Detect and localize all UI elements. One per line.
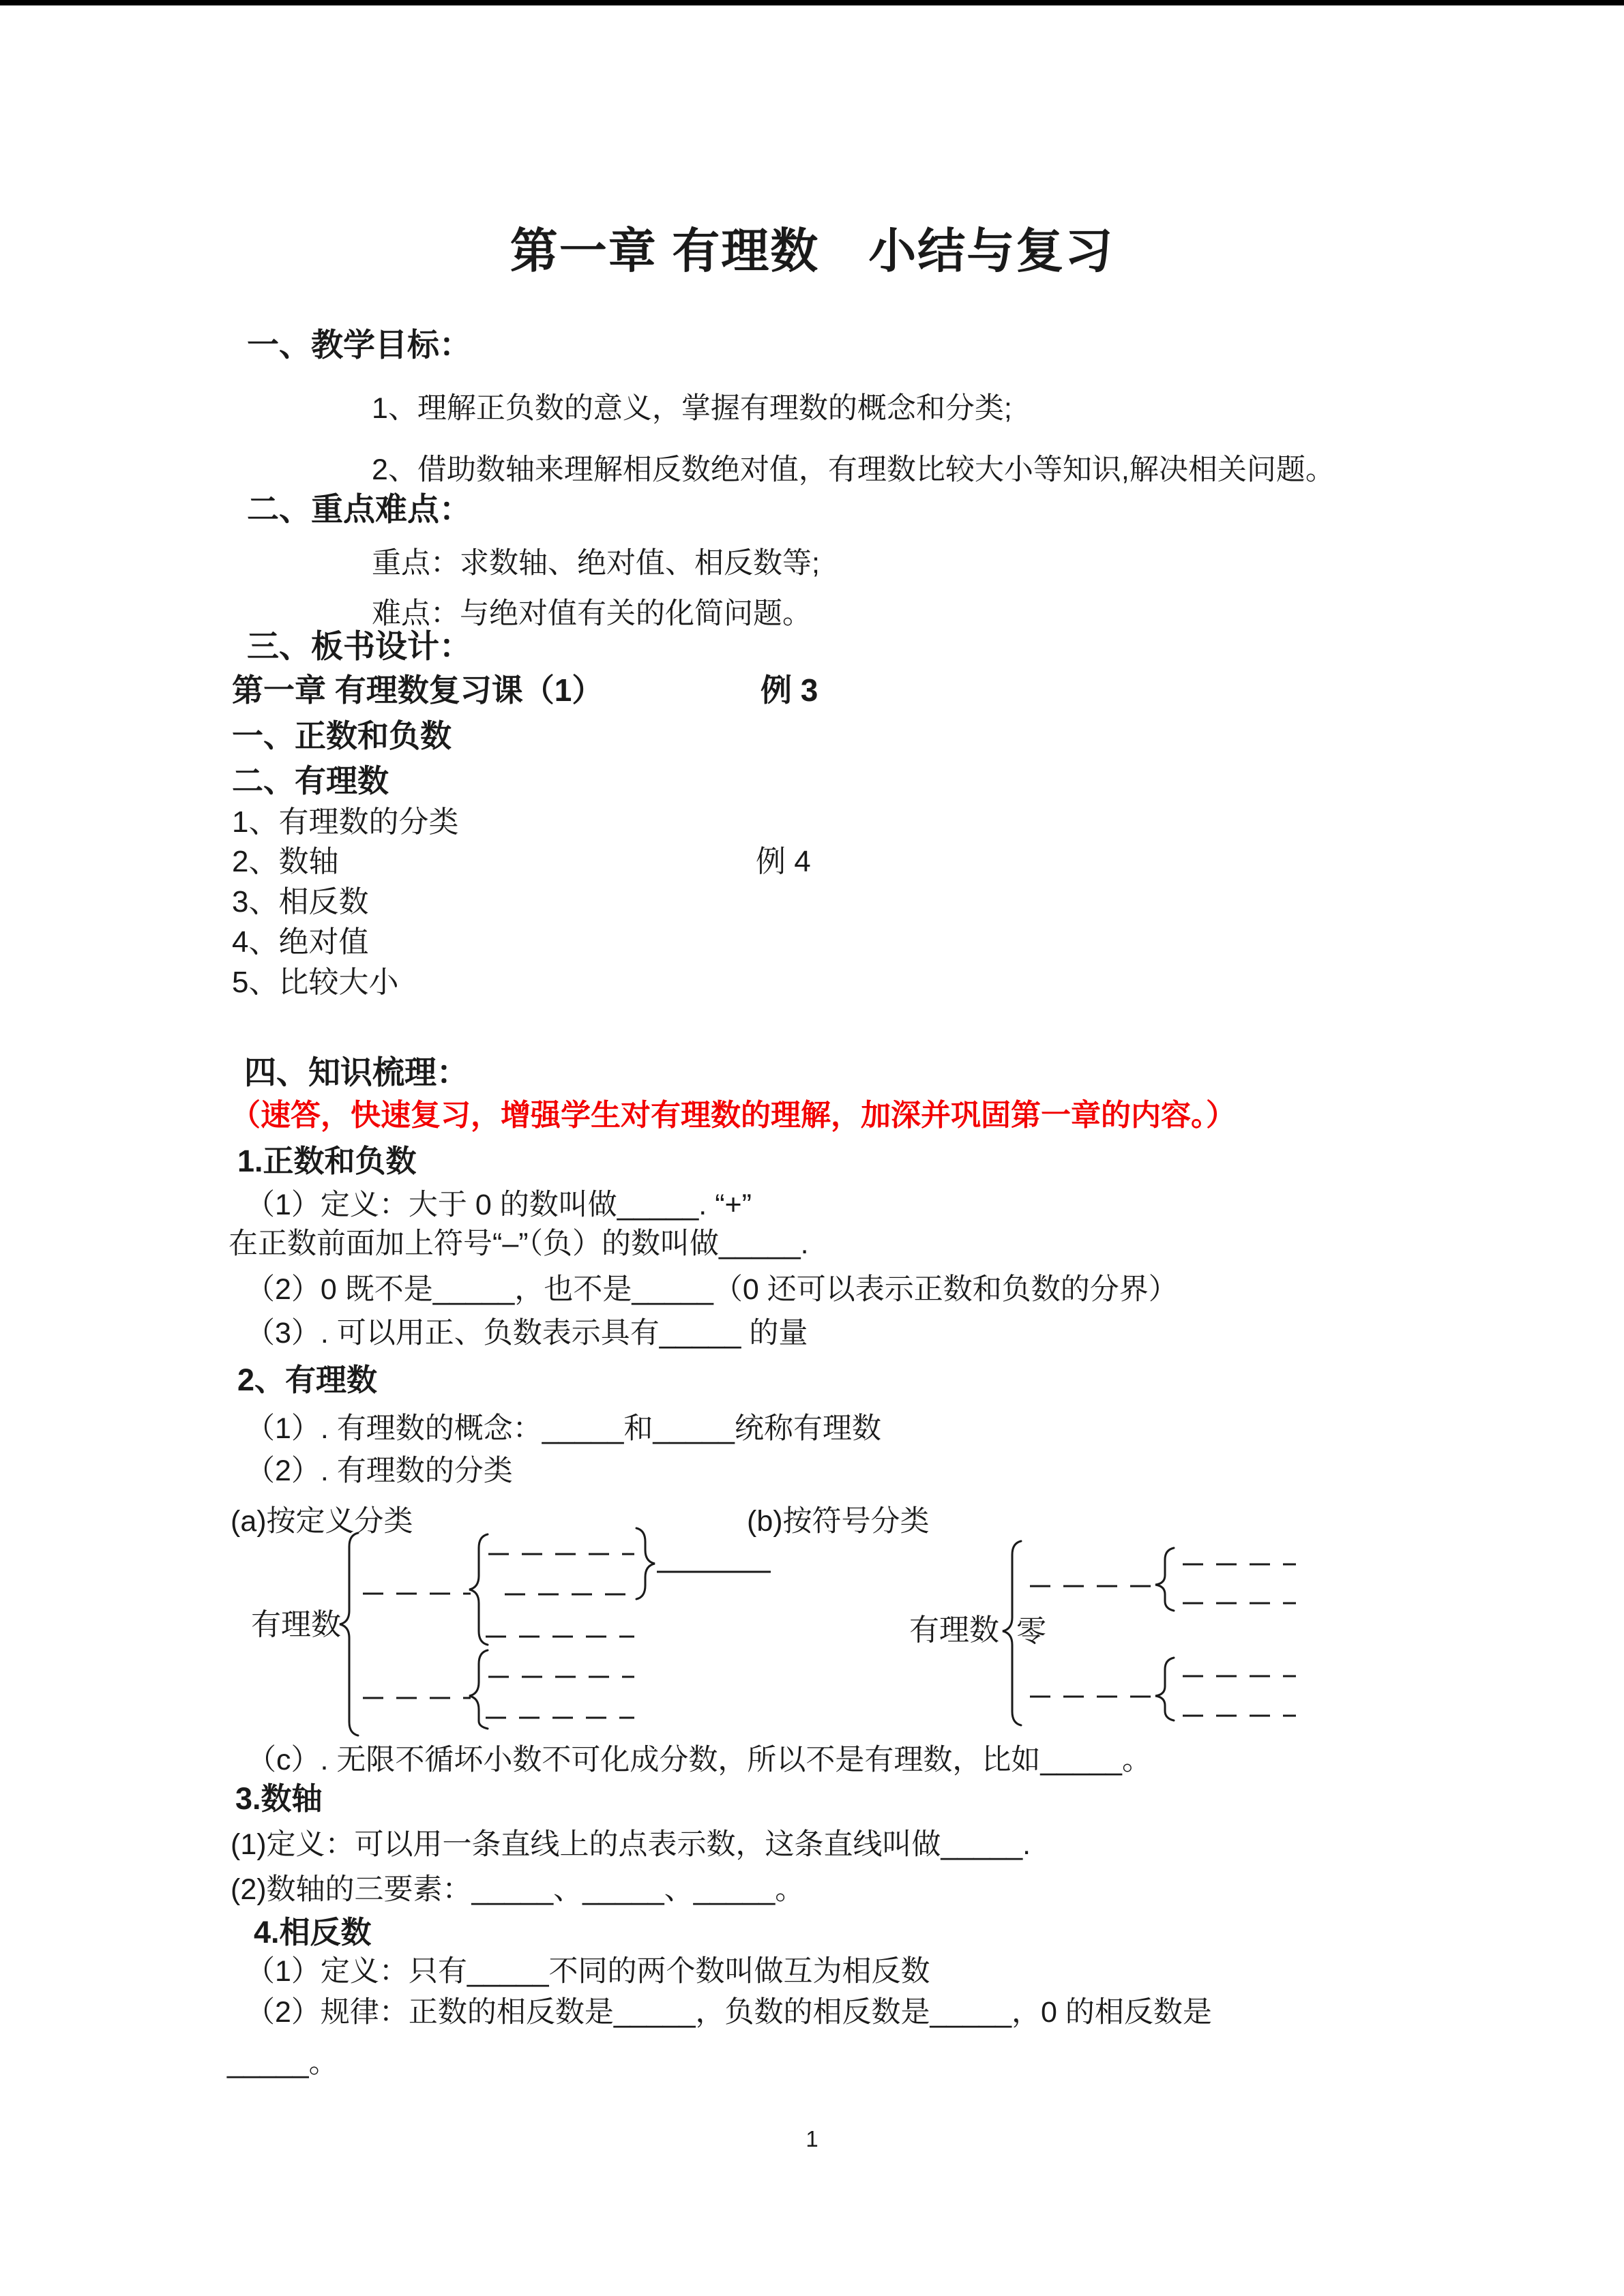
board-line-8: 5、比较大小	[232, 966, 399, 999]
board-line-6: 3、相反数	[232, 885, 369, 919]
focus-item-2: 难点：与绝对值有关的化简问题。	[372, 597, 812, 630]
knowledge-red-note: （速答，快速复习，增强学生对有理数的理解，加深并巩固第一章的内容。）	[231, 1099, 1236, 1132]
zero-item-label: 零	[1016, 1615, 1046, 1648]
rational-by-sign-label: (b)按符号分类	[747, 1505, 930, 1538]
rational-line-2: （2）. 有理数的分类	[246, 1455, 513, 1487]
focus-heading: 二、重点难点：	[247, 491, 471, 527]
left-classification-tree	[251, 1528, 771, 1735]
opposite-line-1: （1）定义：只有_____不同的两个数叫做互为相反数	[246, 1955, 930, 1988]
left-main-brace	[340, 1533, 358, 1735]
right-classification-tree	[909, 1541, 1296, 1725]
right-diagram-label: 有理数	[909, 1613, 999, 1647]
axis-line-1: (1)定义：可以用一条直线上的点表示数，这条直线叫做_____.	[231, 1828, 1031, 1861]
rational-by-definition-label: (a)按定义分类	[231, 1505, 413, 1538]
board-line-5: 2、数轴	[232, 845, 339, 878]
goals-item-2: 2、借助数轴来理解相反数绝对值，有理数比较大小等知识,解决相关问题。	[372, 453, 1335, 486]
positive-rational-inner-brace	[1155, 1548, 1174, 1611]
board-line-7: 4、绝对值	[232, 925, 369, 959]
classification-diagram	[0, 1531, 1624, 1763]
pos-neg-line-2: 在正数前面加上符号“–”（负）的数叫做_____.	[228, 1227, 809, 1260]
goals-heading: 一、教学目标：	[247, 327, 471, 363]
page-number: 1	[806, 2126, 818, 2151]
board-line-4: 1、有理数的分类	[232, 805, 459, 839]
board-line-3: 二、有理数	[232, 763, 389, 799]
rational-heading: 2、有理数	[237, 1362, 378, 1397]
rational-line-1: （1）. 有理数的概念：_____和_____统称有理数	[246, 1412, 881, 1445]
negative-rational-inner-brace	[1155, 1658, 1174, 1720]
opposite-heading: 4.相反数	[254, 1915, 372, 1950]
board-line-2: 一、正数和负数	[232, 718, 452, 754]
pos-neg-line-4: （3）. 可以用正、负数表示具有_____ 的量	[246, 1317, 808, 1350]
goals-item-1: 1、理解正负数的意义，掌握有理数的概念和分类;	[372, 392, 1012, 425]
board-line-1: 第一章 有理数复习课（1）	[232, 672, 604, 708]
top-border	[0, 0, 1624, 5]
opposite-line-2: （2）规律：正数的相反数是_____，负数的相反数是_____，0 的相反数是	[246, 1996, 1212, 2029]
rational-note-c: （c）. 无限不循坏小数不可化成分数，所以不是有理数，比如_____。	[247, 1744, 1151, 1776]
integer-inner-brace	[469, 1534, 488, 1645]
board-example-3: 例 3	[761, 672, 818, 708]
axis-heading: 3.数轴	[235, 1781, 323, 1816]
knowledge-heading: 四、知识梳理：	[244, 1054, 469, 1090]
fraction-inner-brace	[469, 1650, 488, 1729]
axis-line-2: (2)数轴的三要素：_____、_____、_____。	[231, 1873, 805, 1906]
pos-neg-line-3: （2）0 既不是_____，也不是_____（0 还可以表示正数和负数的分界）	[246, 1273, 1178, 1306]
board-example-4: 例 4	[756, 845, 811, 878]
focus-item-1: 重点：求数轴、绝对值、相反数等;	[372, 547, 820, 580]
board-heading: 三、板书设计：	[247, 628, 471, 664]
pos-neg-heading: 1.正数和负数	[237, 1144, 417, 1178]
left-diagram-label: 有理数	[251, 1608, 341, 1641]
page-title: 第一章 有理数 小结与复习	[510, 224, 1114, 278]
pos-neg-line-1: （1）定义：大于 0 的数叫做_____. “+”	[246, 1189, 752, 1221]
natural-number-close-brace	[636, 1528, 655, 1599]
opposite-line-3: _____。	[227, 2046, 338, 2079]
